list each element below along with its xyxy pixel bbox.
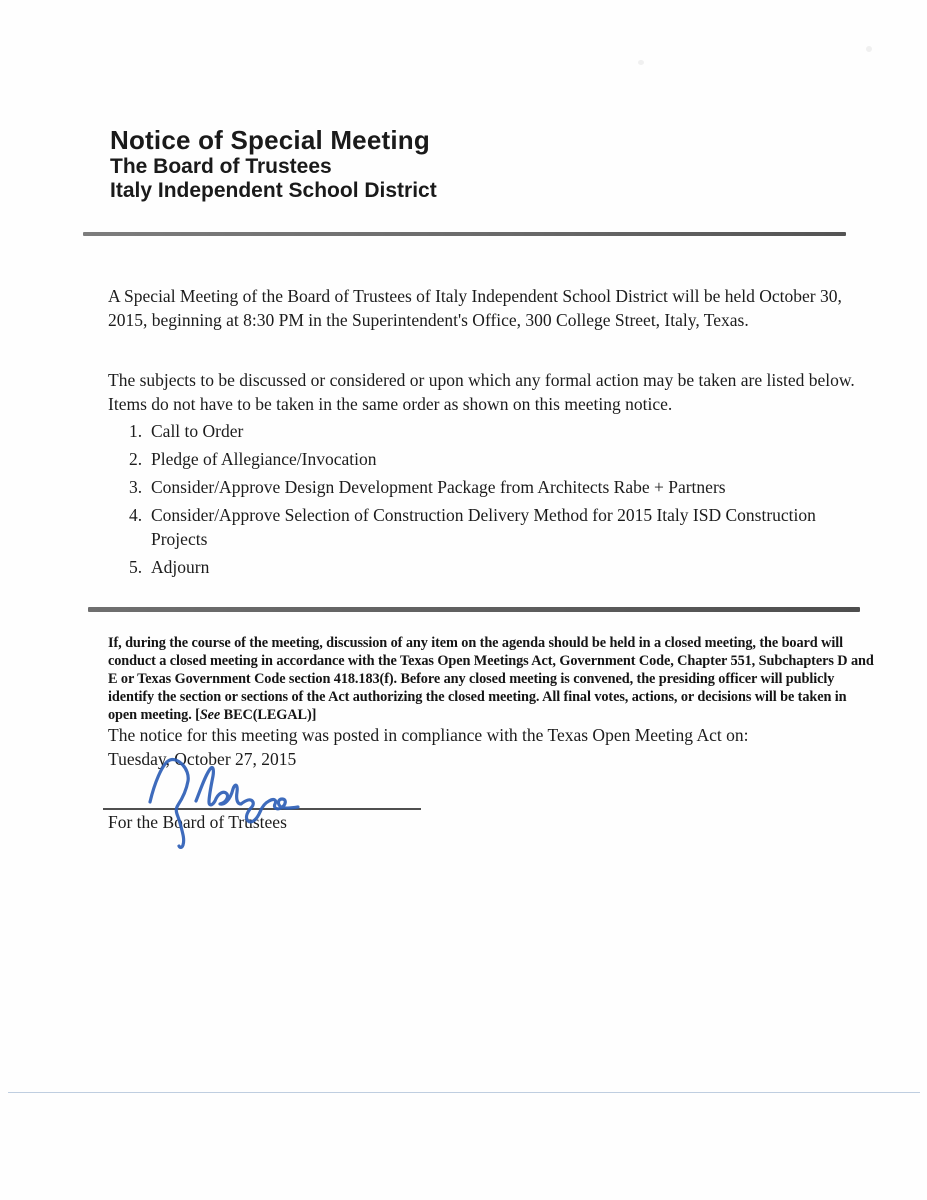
- agenda-list: [129, 419, 845, 583]
- agenda-item-4: [129, 503, 845, 551]
- posted-statement-line2: Tuesday, October 27, 2015: [108, 749, 297, 769]
- signature-label: For the Board of Trustees: [108, 812, 287, 832]
- agenda-item-number: 1.: [129, 421, 143, 441]
- agenda-item-number: 4.: [129, 505, 143, 525]
- scan-speck: [638, 60, 644, 65]
- agenda-item-5: [129, 555, 845, 579]
- agenda-item-3: [129, 475, 845, 499]
- scan-speck: [866, 46, 872, 52]
- agenda-item-text: Adjourn: [151, 557, 210, 577]
- legal-ref-code: BEC(LEGAL)]: [220, 707, 317, 724]
- agenda-item-number: 5.: [129, 557, 143, 577]
- header-divider-rule: [83, 232, 846, 236]
- agenda-item-number: 3.: [129, 477, 143, 497]
- subjects-paragraph: The subjects to be discussed or considered or upon which any formal action may be taken are listed below. Items do not have to be taken in the same order as shown on this meeting notice.: [108, 369, 855, 414]
- intro-paragraph: A Special Meeting of the Board of Trustees of Italy Independent School District will be held October 30, 2015, beginning at 8:30 PM in the Superintendent's Office, 300 College Street, Italy, Texas.: [108, 285, 842, 330]
- agenda-item-text: Consider/Approve Selection of Construction Delivery Method for 2015 Italy ISD Construction Projects: [151, 505, 816, 549]
- organization-heading: [110, 155, 437, 203]
- closed-meeting-notice: [108, 634, 874, 724]
- signature-velasco-handwriting: [140, 757, 310, 852]
- agenda-item-1: [129, 419, 845, 443]
- org-line-district: Italy Independent School District: [110, 179, 437, 202]
- agenda-item-text: Pledge of Allegiance/Invocation: [151, 449, 377, 469]
- scan-speck: [116, 312, 120, 316]
- posted-statement-line1: The notice for this meeting was posted in compliance with the Texas Open Meeting Act on:: [108, 725, 749, 745]
- legal-ref-see: See: [199, 707, 221, 724]
- page-title: Notice of Special Meeting: [110, 125, 430, 156]
- scan-artifact-line: [8, 1092, 920, 1093]
- legal-ref-bracket-open: [: [195, 707, 200, 724]
- agenda-item-number: 2.: [129, 449, 143, 469]
- agenda-item-text: Call to Order: [151, 421, 244, 441]
- agenda-item-text: Consider/Approve Design Development Package from Architects Rabe + Partners: [151, 477, 726, 497]
- org-line-board: The Board of Trustees: [110, 155, 332, 178]
- closed-meeting-divider-rule: [88, 607, 860, 612]
- closed-meeting-notice-text: If, during the course of the meeting, discussion of any item on the agenda should be held in a closed meeting, the board will conduct a closed meeting in accordance with the Texas Open Meetings Act, Government Code, Chapter 551, Subchapters D and E or Texas Government Code section 418.183(f). Before any closed meeting is convened, the presiding officer will publicly identify the section or sections of the Act authorizing the closed meeting. All final votes, actions, or decisions will be taken in open meeting.: [108, 635, 874, 724]
- agenda-item-2: [129, 447, 845, 471]
